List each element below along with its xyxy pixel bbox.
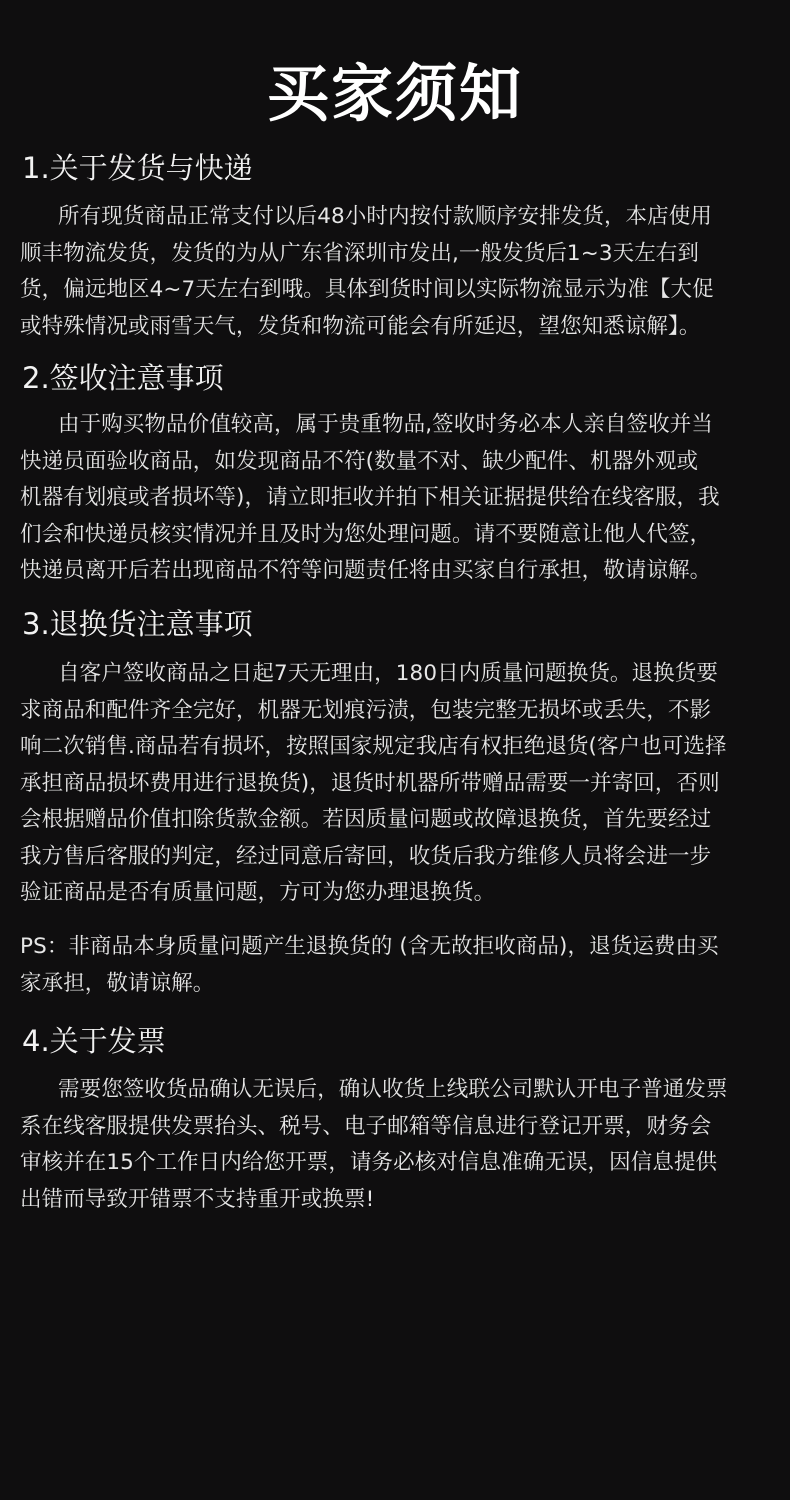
section-body-signing	[20, 407, 790, 590]
paragraph-line: 响二次销售.商品若有损坏，按照国家规定我店有权拒绝退货(客户也可选择	[20, 734, 727, 759]
paragraph-line: 系在线客服提供发票抬头、税号、电子邮箱等信息进行登记开票，财务会	[20, 1113, 712, 1139]
paragraph-line: 们会和快递员核实情况并且及时为您处理问题。请不要随意让他人代签，	[20, 521, 712, 547]
paragraph-line: 我方售后客服的判定，经过同意后寄回，收货后我方维修人员将会进一步	[20, 843, 712, 869]
paragraph-line: 需要您签收货品确认无误后，确认收货上线联公司默认开电子普通发票	[58, 1077, 728, 1102]
paragraph-line: 审核并在15个工作日内给您开票，请务必核对信息准确无误，因信息提供	[20, 1150, 718, 1175]
page-title: 买家须知	[266, 57, 523, 130]
section-heading-signing: 2.签收注意事项	[22, 361, 224, 395]
section-body-invoice	[20, 1072, 790, 1218]
section-heading-returns: 3.退换货注意事项	[22, 607, 253, 641]
paragraph-line: 承担商品损坏费用进行退换货)，退货时机器所带赠品需要一并寄回，否则	[20, 770, 720, 796]
section-heading-shipping: 1.关于发货与快递	[22, 151, 253, 185]
paragraph-line: 会根据赠品价值扣除货款金额。若因质量问题或故障退换货，首先要经过	[20, 807, 712, 832]
paragraph-line: 顺丰物流发货，发货的为从广东省深圳市发出,一般发货后1~3天左右到	[20, 240, 700, 266]
section-heading-invoice: 4.关于发票	[22, 1024, 166, 1058]
paragraph-line: 机器有划痕或者损坏等)，请立即拒收并拍下相关证据提供给在线客服，我	[20, 485, 720, 510]
paragraph-line: 求商品和配件齐全完好，机器无划痕污渍，包装完整无损坏或丢失，不影	[20, 697, 712, 723]
paragraph-line: 由于购买物品价值较高，属于贵重物品,签收时务必本人亲自签收并当	[58, 412, 713, 437]
paragraph-line: 验证商品是否有质量问题，方可为您办理退换货。	[20, 880, 496, 905]
paragraph-line: 所有现货商品正常支付以后48小时内按付款顺序安排发货，本店使用	[58, 204, 712, 229]
section-body-returns	[20, 656, 790, 912]
ps-line: 家承担，敬请谅解。	[20, 970, 215, 996]
ps-line: PS：非商品本身质量问题产生退换货的 (含无故拒收商品)，退货运费由买	[20, 934, 719, 959]
paragraph-line: 自客户签收商品之日起7天无理由，180日内质量问题换货。退换货要	[58, 661, 718, 686]
paragraph-line: 货，偏远地区4~7天左右到哦。具体到货时间以实际物流显示为准【大促	[20, 277, 714, 302]
paragraph-line: 或特殊情况或雨雪天气，发货和物流可能会有所延迟，望您知悉谅解】。	[20, 313, 701, 339]
ps-note	[20, 929, 790, 1002]
paragraph-line: 快递员离开后若出现商品不符等问题责任将由买家自行承担，敬请谅解。	[20, 558, 712, 583]
paragraph-line: 出错而导致开错票不支持重开或换票!	[20, 1186, 375, 1212]
paragraph-line: 快递员面验收商品，如发现商品不符(数量不对、缺少配件、机器外观或	[20, 448, 699, 474]
section-body-shipping	[20, 199, 790, 345]
